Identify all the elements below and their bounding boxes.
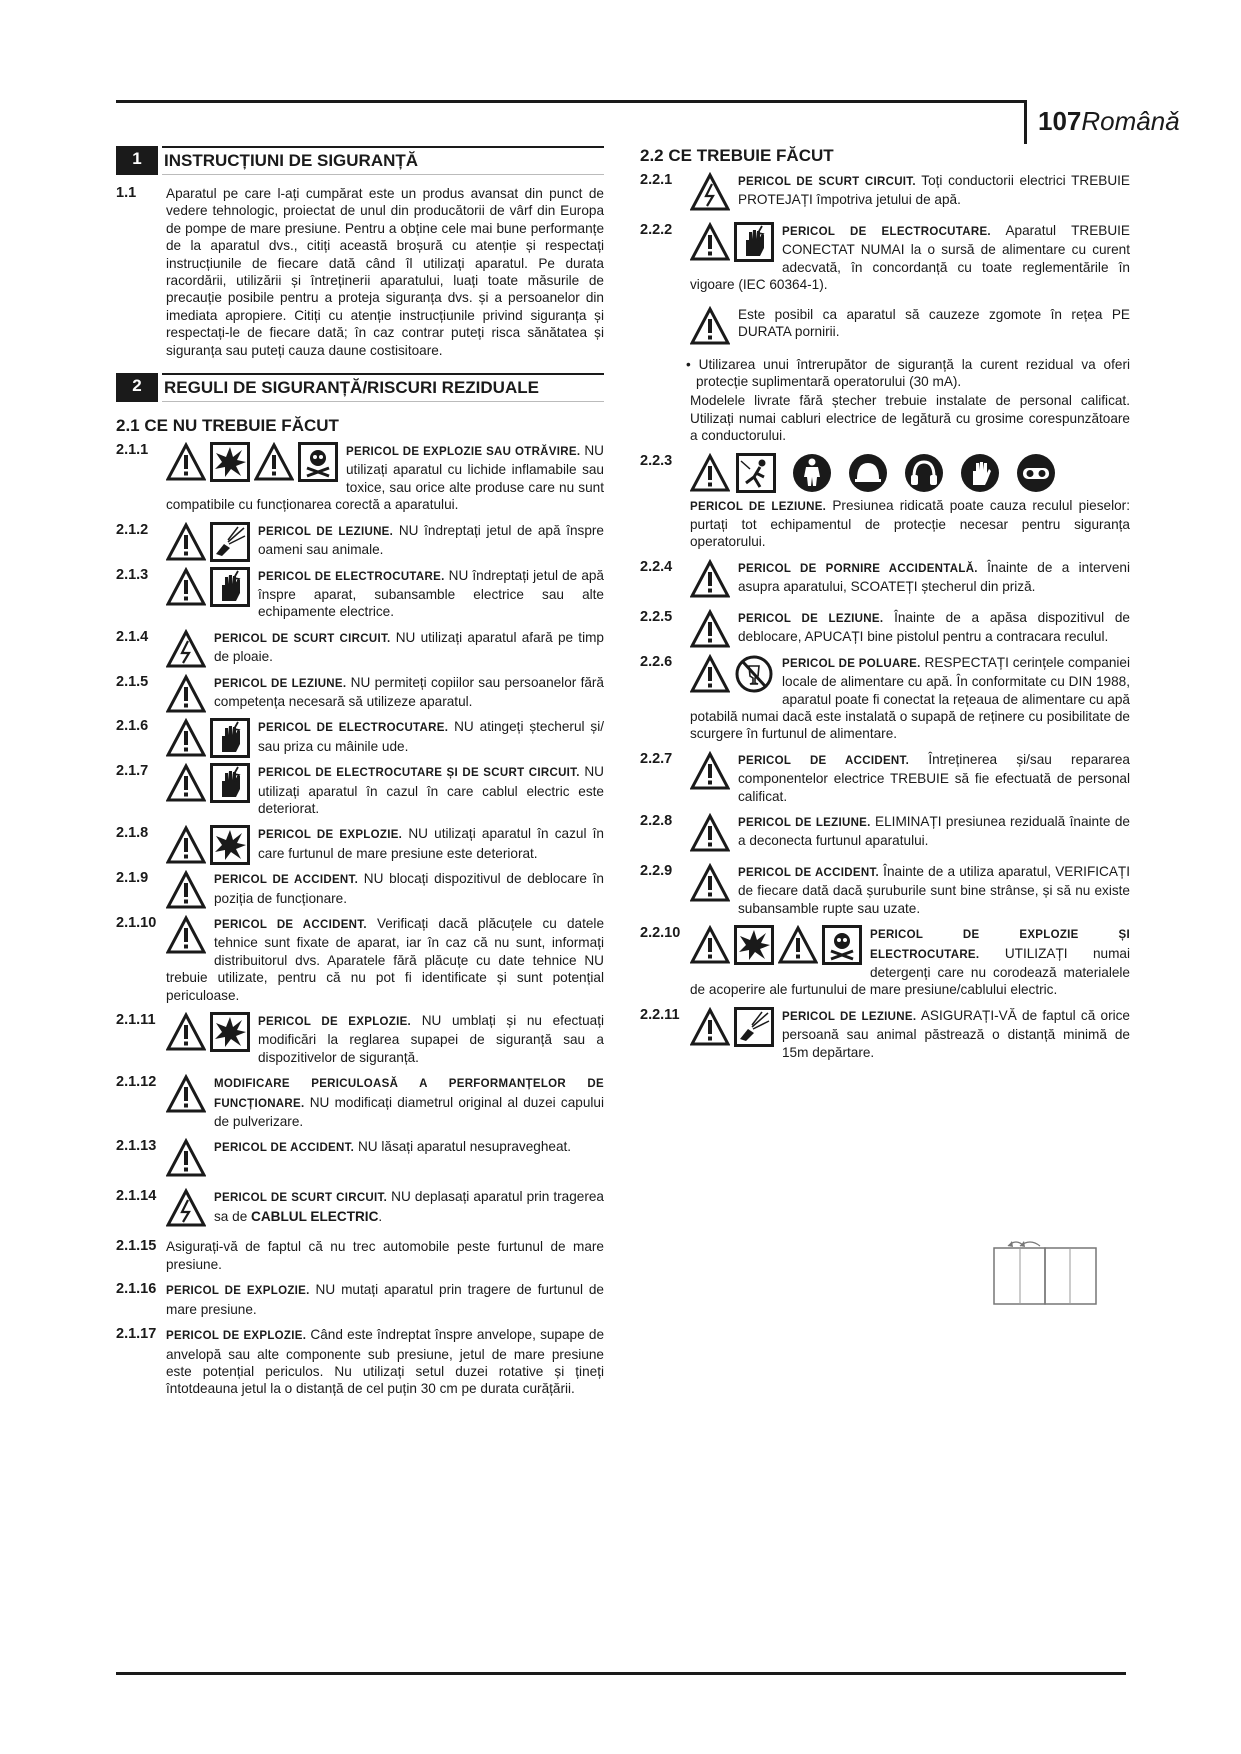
hazard-label: PERICOL DE SCURT CIRCUIT. (214, 1192, 388, 1205)
icon-group (166, 915, 206, 955)
section-title: REGULI DE SIGURANȚĂ/RISCURI REZIDUALE (162, 373, 604, 402)
section-title: INSTRUCȚIUNI DE SIGURANȚĂ (162, 146, 604, 175)
explosion-icon (734, 925, 774, 965)
warning-icon (166, 825, 206, 865)
electric-hand-icon (210, 567, 250, 607)
item-2-1-9 (116, 870, 604, 907)
item-text-bold: CABLUL ELECTRIC (251, 1208, 379, 1224)
bottom-rule (116, 1672, 1126, 1675)
icon-group (166, 1138, 206, 1178)
icon-group (166, 825, 250, 865)
item-2-1-3 (116, 567, 604, 621)
item-number: 2.2.3 (640, 452, 673, 469)
item-2-1-11 (116, 1012, 604, 1066)
item-number: 2.2.1 (640, 172, 673, 188)
explosion-icon (210, 825, 250, 865)
warning-icon (166, 567, 206, 607)
protective-suit-icon (792, 453, 832, 493)
item-number: 2.2.4 (640, 558, 673, 575)
icon-group (166, 442, 338, 482)
subsection-heading: 2.1 CE NU TREBUIE FĂCUT (116, 416, 339, 436)
section-number: 2 (116, 373, 158, 402)
warning-icon (690, 925, 730, 965)
item-2-1-16 (116, 1281, 604, 1318)
hazard-label: PERICOL DE LEZIUNE. (214, 677, 347, 690)
icon-group (166, 1188, 206, 1228)
item-number: 2.1.2 (116, 521, 149, 538)
icon-group (690, 863, 730, 903)
open-book-icon (990, 1236, 1100, 1306)
section-2-heading (116, 373, 604, 402)
item-text: NU blocați dispozitivul de deblocare în poziția de funcționare. (214, 871, 604, 906)
water-jet-icon (734, 1007, 774, 1047)
warning-icon (690, 813, 730, 853)
item-number: 2.1.10 (116, 915, 157, 931)
goggles-icon (1016, 453, 1056, 493)
cable-paragraph: Modelele livrate fără ștecher trebuie instalate de personal calificat. Utilizați numai cabluri electrice de legătură cu grosime corespunzătoare a conductorului. (690, 393, 1130, 444)
hazard-label: PERICOL DE LEZIUNE. (690, 500, 827, 513)
warning-icon (166, 1138, 206, 1178)
hazard-label: PERICOL DE EXPLOZIE. (258, 1016, 412, 1029)
icon-group (166, 629, 206, 669)
top-rule (116, 100, 1026, 103)
item-number: 1.1 (116, 185, 137, 201)
item-text: Toți conductorii electrici TREBUIE PROTEJAȚI împotriva jetului de apă. (738, 173, 1130, 208)
gloves-icon (960, 453, 1000, 493)
item-text: Asigurați-vă de faptul că nu trec automobile peste furtunul de mare presiune. (166, 1239, 604, 1272)
item-number: 2.1.17 (116, 1326, 157, 1343)
item-number: 2.2.6 (640, 653, 673, 670)
item-text: NU utilizați aparatul cu lichide inflamabile sau toxice, sau orice alte produse care nu sunt compatibile cu funcționarea corectă a aparatului. (166, 443, 604, 513)
icon-group (166, 870, 206, 910)
item-text: NU umblați și nu efectuați modificări la reglarea supapei de siguranță sau a dispozitivelor de siguranță. (258, 1013, 605, 1065)
ppe-icon-row (690, 453, 1130, 493)
item-number: 2.1.14 (116, 1188, 157, 1205)
warning-icon (690, 306, 730, 346)
icon-group (166, 1074, 206, 1114)
subsection-heading: 2.2 CE TREBUIE FĂCUT (640, 146, 834, 165)
hazard-label: PERICOL DE ELECTROCUTARE. (258, 570, 445, 583)
item-number: 2.1.6 (116, 718, 149, 735)
icon-group (690, 222, 774, 262)
item-text: Întreținerea și/sau repararea componentelor electrice TREBUIE să fie efectuată de personal calificat. (738, 751, 1130, 804)
item-2-2-10 (640, 925, 1130, 999)
item-text: Presiunea ridicată poate cauza reculul pieselor: purtați tot echipamentul de protecție necesar pentru siguranța operatorului. (690, 497, 1130, 550)
item-text: Verificați dacă plăcuțele cu datele tehnice sunt fixate de aparat, iar în caz că nu sunt, informați distribuitorul dvs. Aparatele fără plăcuțe cu date tehnice NU trebuie utilizate, pentru că nu pot fi identificate și sunt potențial periculoase. (166, 916, 605, 1003)
warning-icon (166, 870, 206, 910)
hazard-label: PERICOL DE ELECTROCUTARE ȘI DE SCURT CIRCUIT. (258, 767, 580, 780)
item-text: RESPECTAȚI cerințele companiei locale de alimentare cu apă. În conformitate cu DIN 1988, aparatul poate fi conectat la rețeaua de alimentare cu apă potabilă numai dacă este instalată o supapă de reținere cu posibilitate de scurgere în furtunul de alimentare. (690, 654, 1130, 742)
hazard-label: PERICOL DE ACCIDENT. (738, 866, 879, 879)
electric-hand-icon (210, 718, 250, 758)
icon-group (166, 718, 250, 758)
electric-hand-icon (210, 763, 250, 803)
item-text: UTILIZAȚI numai detergenți care nu corodează materialele de acoperire ale furtunului de mare presiune/cablului electric. (690, 945, 1130, 998)
warning-icon (690, 453, 730, 493)
item-2-1-12 (116, 1074, 604, 1130)
item-text: NU permiteți copiilor sau persoanelor fără competența necesară să utilizeze aparatul. (214, 674, 604, 709)
explosion-icon (210, 442, 250, 482)
item-2-2-2 (640, 222, 1130, 294)
item-text: NU modificați diametrul original al duzei capului de pulverizare. (214, 1094, 604, 1130)
page-header (1038, 106, 1180, 137)
hazard-label: PERICOL DE LEZIUNE. (738, 816, 871, 829)
item-number: 2.2.2 (640, 222, 673, 238)
explosion-icon (210, 1012, 250, 1052)
item-number: 2.1.3 (116, 566, 149, 583)
icon-group (690, 609, 730, 649)
item-number: 2.1.9 (116, 870, 149, 887)
item-2-2-9 (640, 863, 1130, 917)
rcd-bullet: • Utilizarea unui întrerupător de siguranță la curent rezidual va oferi protecție suplimentară operatorului (30 mA). (686, 356, 1130, 390)
item-number: 2.2.10 (640, 925, 681, 942)
item-2-1-4 (116, 629, 604, 666)
icon-group (166, 522, 250, 562)
warning-icon (690, 751, 730, 791)
icon-group (690, 813, 730, 853)
item-text: Când este îndreptat înspre anvelope, supape de anvelopă sau alte componente sub presiune, jetul de mare presiune este potențial periculos. Nu utilizați setul duzei rotative și țineți întotdeauna jetul la o distanță de cel puțin 30 cm pe durata curățării. (166, 1327, 604, 1397)
note-text: Este posibil ca aparatul să cauzeze zgomote în rețea PE DURATA pornirii. (738, 306, 1130, 340)
warning-icon (690, 222, 730, 262)
item-2-1-14 (116, 1188, 604, 1230)
hazard-label: PERICOL DE PORNIRE ACCIDENTALĂ. (738, 562, 978, 575)
item-text: Înainte de a apăsa dispozitivul de deblocare, APUCAȚI bine pistolul pentru a contracara reculul. (738, 609, 1130, 645)
item-text: NU utilizați aparatul în cazul în care cablul electric este deteriorat. (258, 764, 604, 816)
item-number: 2.1.8 (116, 825, 149, 842)
item-text: NU atingeți ștecherul și/ sau priza cu mâinile ude. (258, 719, 605, 754)
warning-icon (690, 609, 730, 649)
item-2-2-8 (640, 813, 1130, 855)
icon-group (690, 1007, 774, 1047)
hazard-label: PERICOL DE SCURT CIRCUIT. (738, 176, 916, 188)
ear-protection-icon (904, 453, 944, 493)
icon-group (166, 567, 250, 607)
water-jet-icon (210, 522, 250, 562)
icon-group (166, 763, 250, 803)
hazard-label: MODIFICARE PERICULOASĂ A PERFORMANȚELOR DE FUNCȚIONARE. (214, 1078, 604, 1110)
no-drinking-water-icon (734, 654, 774, 694)
hazard-label: PERICOL DE POLUARE. (782, 657, 921, 670)
icon-group (166, 1012, 250, 1052)
warning-icon (166, 442, 206, 482)
hazard-label: PERICOL DE LEZIUNE. (738, 612, 884, 625)
item-number: 2.1.13 (116, 1138, 157, 1155)
helmet-icon (848, 453, 888, 493)
item-2-1-10 (116, 915, 604, 1004)
item-2-2-4 (640, 559, 1130, 601)
section-number: 1 (116, 146, 158, 175)
warning-icon (254, 442, 294, 482)
item-2-1-15 (116, 1238, 604, 1273)
hazard-label: PERICOL DE EXPLOZIE. (166, 1285, 310, 1298)
item-number: 2.1.5 (116, 673, 149, 690)
item-2-1-7 (116, 763, 604, 817)
warning-icon (166, 674, 206, 714)
item-2-2-7 (640, 751, 1130, 805)
item-text: ELIMINAȚI presiunea reziduală înainte de a deconecta furtunul aparatului. (738, 813, 1130, 849)
warning-icon (690, 863, 730, 903)
hazard-label: PERICOL DE ACCIDENT. (214, 874, 359, 887)
high-voltage-icon (166, 629, 206, 669)
icon-group (166, 674, 206, 714)
warning-icon (166, 522, 206, 562)
item-2-1-5 (116, 674, 604, 711)
warning-icon (690, 1007, 730, 1047)
item-number: 2.1.12 (116, 1074, 157, 1091)
hazard-label: PERICOL DE EXPLOZIE. (258, 829, 403, 842)
right-column (640, 146, 1130, 1069)
warning-icon (166, 718, 206, 758)
item-text: NU utilizați aparatul în cazul în care furtunul de mare presiune este deteriorat. (258, 826, 604, 861)
page-number: 107 (1038, 106, 1082, 136)
item-2-2-5 (640, 609, 1130, 646)
item-number: 2.1.16 (116, 1281, 157, 1298)
item-2-2-3 (640, 453, 1130, 551)
item-2-2-6 (640, 654, 1130, 743)
item-2-1-2 (116, 522, 604, 559)
item-number: 2.2.9 (640, 862, 673, 879)
item-text: NU deplasați aparatul prin tragerea sa de (214, 1189, 604, 1224)
icon-group (690, 751, 730, 791)
hazard-label: PERICOL DE ELECTROCUTARE. (258, 722, 449, 735)
hazard-label: PERICOL DE ACCIDENT. (214, 919, 367, 931)
hazard-label: PERICOL DE ACCIDENT. (738, 754, 910, 767)
item-number: 2.2.11 (640, 1006, 680, 1023)
item-text: Înainte de a utiliza aparatul, VERIFICAȚI de fiecare dată dacă șuruburile sunt bine strânse, și să nu existe subansamble rupte sau uzate. (738, 863, 1130, 916)
item-2-2-11 (640, 1007, 1130, 1061)
noise-note (640, 306, 1130, 348)
section-1-heading (116, 146, 604, 175)
recoil-icon (736, 453, 776, 493)
item-text-end: . (378, 1208, 383, 1224)
item-2-2-1 (640, 172, 1130, 214)
hazard-label: PERICOL DE ACCIDENT. (214, 1142, 355, 1155)
icon-group (690, 559, 730, 599)
item-text: NU îndreptați jetul de apă înspre oameni sau animale. (258, 522, 604, 558)
toxic-icon (822, 925, 862, 965)
item-text: Aparatul pe care l-ați cumpărat este un produs avansat din punct de vedere tehnologic, proiectat de unul din producătorii de vârf din Europa de pompe de mare presiune. Pentru a obține cele mai bune performanțe de la aparatul dvs., citiți această broșură cu atenție și respectați instrucțiunile de fiecare dată când îl utilizați aparatul. Pe durata racordării, utilizării și întreținerii aparatului, luați toate măsurile de precauție posibile pentru a proteja siguranța dvs. și a persoanelor din imediata apropiere. Citiți cu atenție instrucțiunile privind siguranța și respectați-le de fiecare dată; în caz contrar puteți risca sănătatea și siguranța sau puteți cauza daune costisitoare. (166, 186, 604, 358)
item-number: 2.1.15 (116, 1238, 157, 1255)
item-number: 2.1.1 (116, 442, 149, 459)
top-rule-tick (1024, 100, 1027, 144)
icon-group (690, 654, 774, 694)
item-number: 2.2.8 (640, 812, 673, 829)
warning-icon (166, 763, 206, 803)
item-text: Aparatul TREBUIE CONECTAT NUMAI la o sursă de alimentare cu curent adecvată, în concordanță cu toate reglementările în vigoare (IEC 60364-1). (690, 223, 1130, 293)
item-text: ASIGURAȚI-VĂ de faptul că orice persoană sau animal păstrează o distanță minimă de 15m depărtare. (782, 1007, 1130, 1060)
item-number: 2.2.7 (640, 750, 673, 767)
warning-icon (166, 1012, 206, 1052)
item-number: 2.1.4 (116, 628, 149, 645)
warning-icon (690, 559, 730, 599)
item-text: NU îndreptați jetul de apă înspre aparat, subansamble electrice sau alte echipamente electrice. (258, 567, 604, 620)
item-number: 2.1.7 (116, 763, 149, 780)
warning-icon (778, 925, 818, 965)
hazard-label: PERICOL DE LEZIUNE. (258, 525, 394, 538)
electric-hand-icon (734, 222, 774, 262)
page-language: Românǎ (1081, 106, 1180, 136)
item-2-1-13 (116, 1138, 604, 1180)
icon-group (690, 925, 862, 965)
high-voltage-icon (166, 1188, 206, 1228)
item-text: NU utilizați aparatul afară pe timp de ploaie. (214, 629, 604, 665)
item-number: 2.2.5 (640, 608, 673, 625)
hazard-label: PERICOL DE EXPLOZIE ȘI ELECTROCUTARE. (870, 929, 1130, 961)
icon-group (690, 172, 730, 212)
warning-icon (690, 654, 730, 694)
item-text: Înainte de a interveni asupra aparatului, SCOATEȚI ștecherul din priză. (738, 559, 1130, 595)
item-text: NU mutați aparatul prin tragere de furtunul de mare presiune. (166, 1282, 604, 1317)
item-text: NU lăsați aparatul nesupravegheat. (354, 1139, 572, 1155)
item-2-1-1 (116, 442, 604, 514)
hazard-label: PERICOL DE EXPLOZIE SAU OTRĂVIRE. (346, 446, 581, 459)
item-number: 2.1.11 (116, 1012, 156, 1029)
warning-icon (166, 1074, 206, 1114)
item-2-1-6 (116, 718, 604, 755)
hazard-label: PERICOL DE LEZIUNE. (782, 1010, 917, 1023)
warning-icon (166, 915, 206, 955)
left-column (116, 146, 604, 1406)
item-1-1 (116, 185, 604, 359)
hazard-label: PERICOL DE EXPLOZIE. (166, 1330, 307, 1343)
hazard-label: PERICOL DE SCURT CIRCUIT. (214, 632, 391, 645)
high-voltage-icon (690, 172, 730, 212)
icon-group (690, 306, 730, 346)
item-2-1-8 (116, 825, 604, 862)
toxic-icon (298, 442, 338, 482)
hazard-label: PERICOL DE ELECTROCUTARE. (782, 226, 991, 238)
item-2-1-17 (116, 1326, 604, 1398)
